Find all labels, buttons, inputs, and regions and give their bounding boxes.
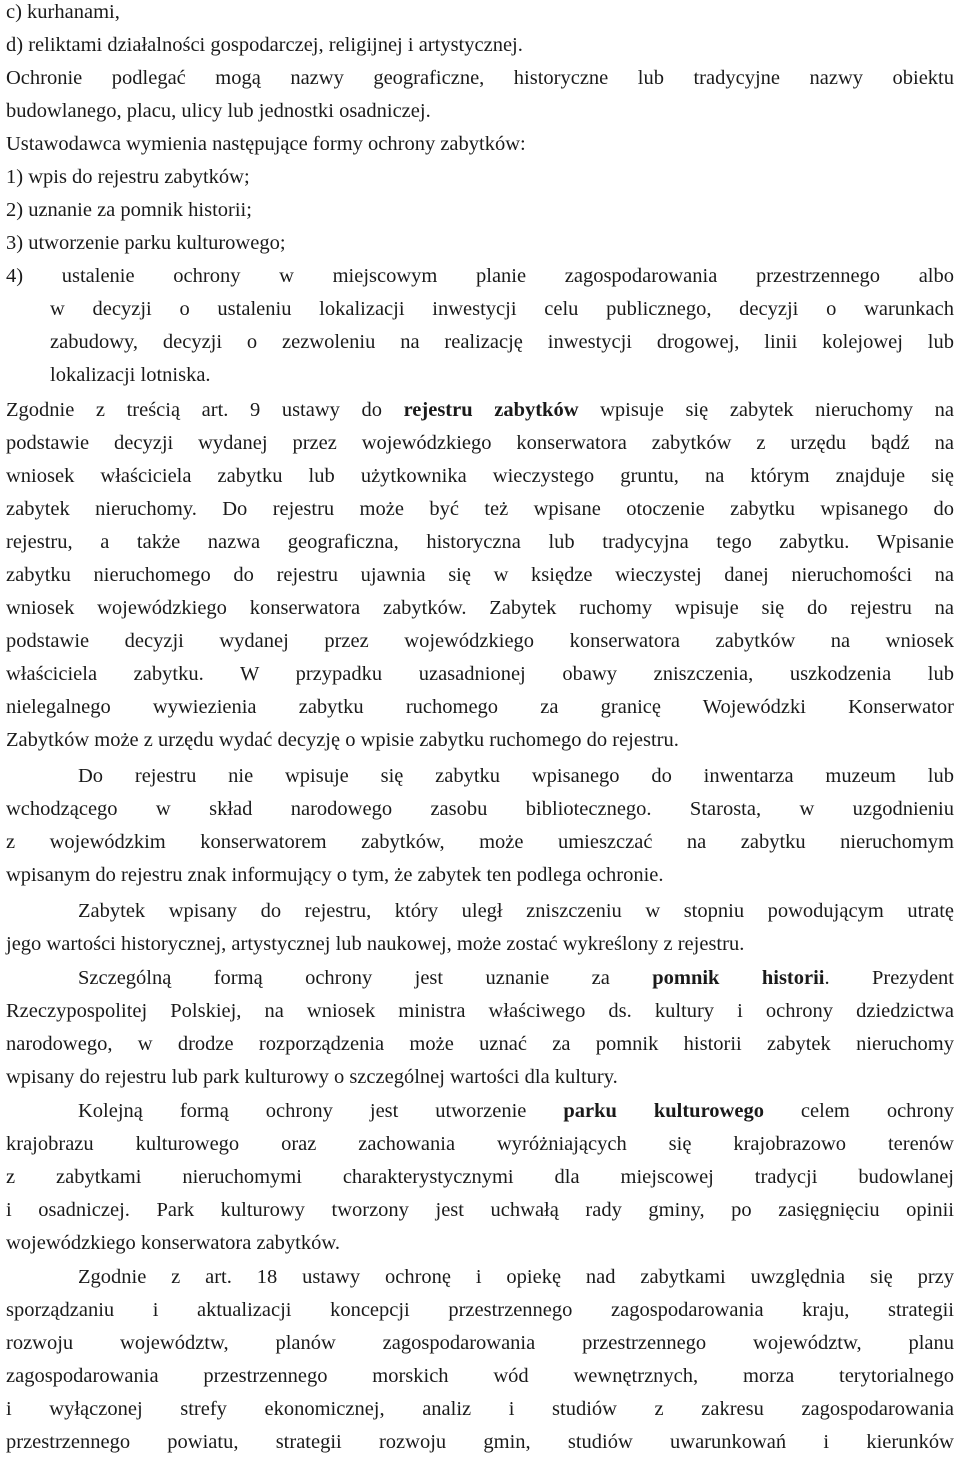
paragraph-line: jego wartości historycznej, artystycznej lub naukowej, może zostać wykreślony z rejestru.	[6, 933, 745, 955]
paragraph-line: wpisanym do rejestru znak informujący o tym, że zabytek ten podlega ochronie.	[6, 864, 664, 886]
list-item-4-cont: zabudowy, decyzji o zezwoleniu na realizację inwestycji drogowej, linii kolejowej lub	[50, 331, 954, 353]
paragraph-line	[6, 1099, 954, 1123]
paragraph-line: zabytek nieruchomy. Do rejestru może być też wpisane otoczenie zabytku wpisanego do	[6, 498, 954, 520]
text-run: celem ochrony	[763, 1100, 954, 1122]
list-item-4-cont: lokalizacji lotniska.	[50, 364, 211, 386]
paragraph-line: i osadniczej. Park kulturowy tworzony jest uchwałą rady gminy, po zasięgnięciu opinii	[6, 1199, 954, 1221]
paragraph-line: zabytku nieruchomego do rejestru ujawnia się w księdze wieczystej danej nieruchomości na	[6, 564, 954, 586]
paragraph-line: z zabytkami nieruchomymi charakterystycznymi dla miejscowej tradycji budowlanej	[6, 1166, 954, 1188]
paragraph-line: wchodzącego w skład narodowego zasobu bibliotecznego. Starosta, w uzgodnieniu	[6, 798, 954, 820]
list-item-2: 2) uznanie za pomnik historii;	[6, 199, 252, 221]
paragraph-line: rozwoju województw, planów zagospodarowania przestrzennego województw, planu	[6, 1332, 954, 1354]
text-run: Szczególną formą ochrony jest uznanie za	[78, 967, 653, 989]
paragraph-line: przestrzennego powiatu, strategii rozwoju gmin, studiów uwarunkowań i kierunków	[6, 1431, 954, 1453]
paragraph-line: Zabytków może z urzędu wydać decyzję o wpisie zabytku ruchomego do rejestru.	[6, 729, 679, 751]
paragraph-line: Do rejestru nie wpisuje się zabytku wpisanego do inwentarza muzeum lub	[78, 765, 954, 787]
list-item-4: 4) ustalenie ochrony w miejscowym planie zagospodarowania przestrzennego albo	[6, 265, 954, 287]
list-item-3: 3) utworzenie parku kulturowego;	[6, 232, 286, 254]
list-item-4-cont: w decyzji o ustaleniu lokalizacji inwestycji celu publicznego, decyzji o warunkach	[50, 298, 954, 320]
list-item-d: d) reliktami działalności gospodarczej, religijnej i artystycznej.	[6, 34, 523, 56]
paragraph-line	[6, 966, 954, 990]
paragraph-line: Ochronie podlegać mogą nazwy geograficzne, historyczne lub tradycyjne nazwy obiektu	[6, 67, 954, 89]
paragraph-line: krajobrazu kulturowego oraz zachowania wyróżniających się krajobrazowo terenów	[6, 1133, 954, 1155]
paragraph-line: budowlanego, placu, ulicy lub jednostki osadniczej.	[6, 100, 431, 122]
paragraph-line: rejestru, a także nazwa geograficzna, historyczna lub tradycyjna tego zabytku. Wpisanie	[6, 531, 954, 553]
paragraph-line: wpisany do rejestru lub park kulturowy o szczególnej wartości dla kultury.	[6, 1066, 618, 1088]
paragraph-line: wniosek wojewódzkiego konserwatora zabytków. Zabytek ruchomy wpisuje się do rejestru na	[6, 597, 954, 619]
paragraph-line: właściciela zabytku. W przypadku uzasadnionej obawy zniszczenia, uszkodzenia lub	[6, 663, 954, 685]
paragraph-line: narodowego, w drodze rozporządzenia może uznać za pomnik historii zabytek nieruchomy	[6, 1033, 954, 1055]
paragraph-line: i wyłączonej strefy ekonomicznej, analiz i studiów z zakresu zagospodarowania	[6, 1398, 954, 1420]
bold-term: parku kulturowego	[563, 1100, 764, 1122]
text-run: Kolejną formą ochrony jest utworzenie	[78, 1100, 564, 1122]
text-run: Zgodnie z treścią art. 9 ustawy do	[6, 399, 404, 421]
paragraph-line	[6, 398, 954, 422]
text-run: . Prezydent	[824, 967, 954, 989]
paragraph-line: Ustawodawca wymienia następujące formy ochrony zabytków:	[6, 133, 526, 155]
bold-term: pomnik historii	[652, 967, 825, 989]
paragraph-line: podstawie decyzji wydanej przez wojewódzkiego konserwatora zabytków z urzędu bądź na	[6, 432, 954, 454]
list-item-1: 1) wpis do rejestru zabytków;	[6, 166, 250, 188]
paragraph-line: sporządzaniu i aktualizacji koncepcji przestrzennego zagospodarowania kraju, strategii	[6, 1299, 954, 1321]
paragraph-line: nielegalnego wywiezienia zabytku ruchomego za granicę Wojewódzki Konserwator	[6, 696, 954, 718]
paragraph-line: Rzeczypospolitej Polskiej, na wniosek ministra właściwego ds. kultury i ochrony dziedzictwa	[6, 1000, 954, 1022]
paragraph-line: podstawie decyzji wydanej przez wojewódzkiego konserwatora zabytków na wniosek	[6, 630, 954, 652]
list-item-c: c) kurhanami,	[6, 1, 120, 23]
bold-term: rejestru zabytków	[403, 399, 579, 421]
paragraph-line: z wojewódzkim konserwatorem zabytków, może umieszczać na zabytku nieruchomym	[6, 831, 954, 853]
paragraph-line: Zgodnie z art. 18 ustawy ochronę i opiekę nad zabytkami uwzględnia się przy	[78, 1266, 954, 1288]
text-run: wpisuje się zabytek nieruchomy na	[578, 399, 954, 421]
paragraph-line: wojewódzkiego konserwatora zabytków.	[6, 1232, 340, 1254]
paragraph-line: wniosek właściciela zabytku lub użytkownika wieczystego gruntu, na którym znajduje się	[6, 465, 954, 487]
paragraph-line: Zabytek wpisany do rejestru, który uległ zniszczeniu w stopniu powodującym utratę	[78, 900, 954, 922]
paragraph-line: zagospodarowania przestrzennego morskich wód wewnętrznych, morza terytorialnego	[6, 1365, 954, 1387]
